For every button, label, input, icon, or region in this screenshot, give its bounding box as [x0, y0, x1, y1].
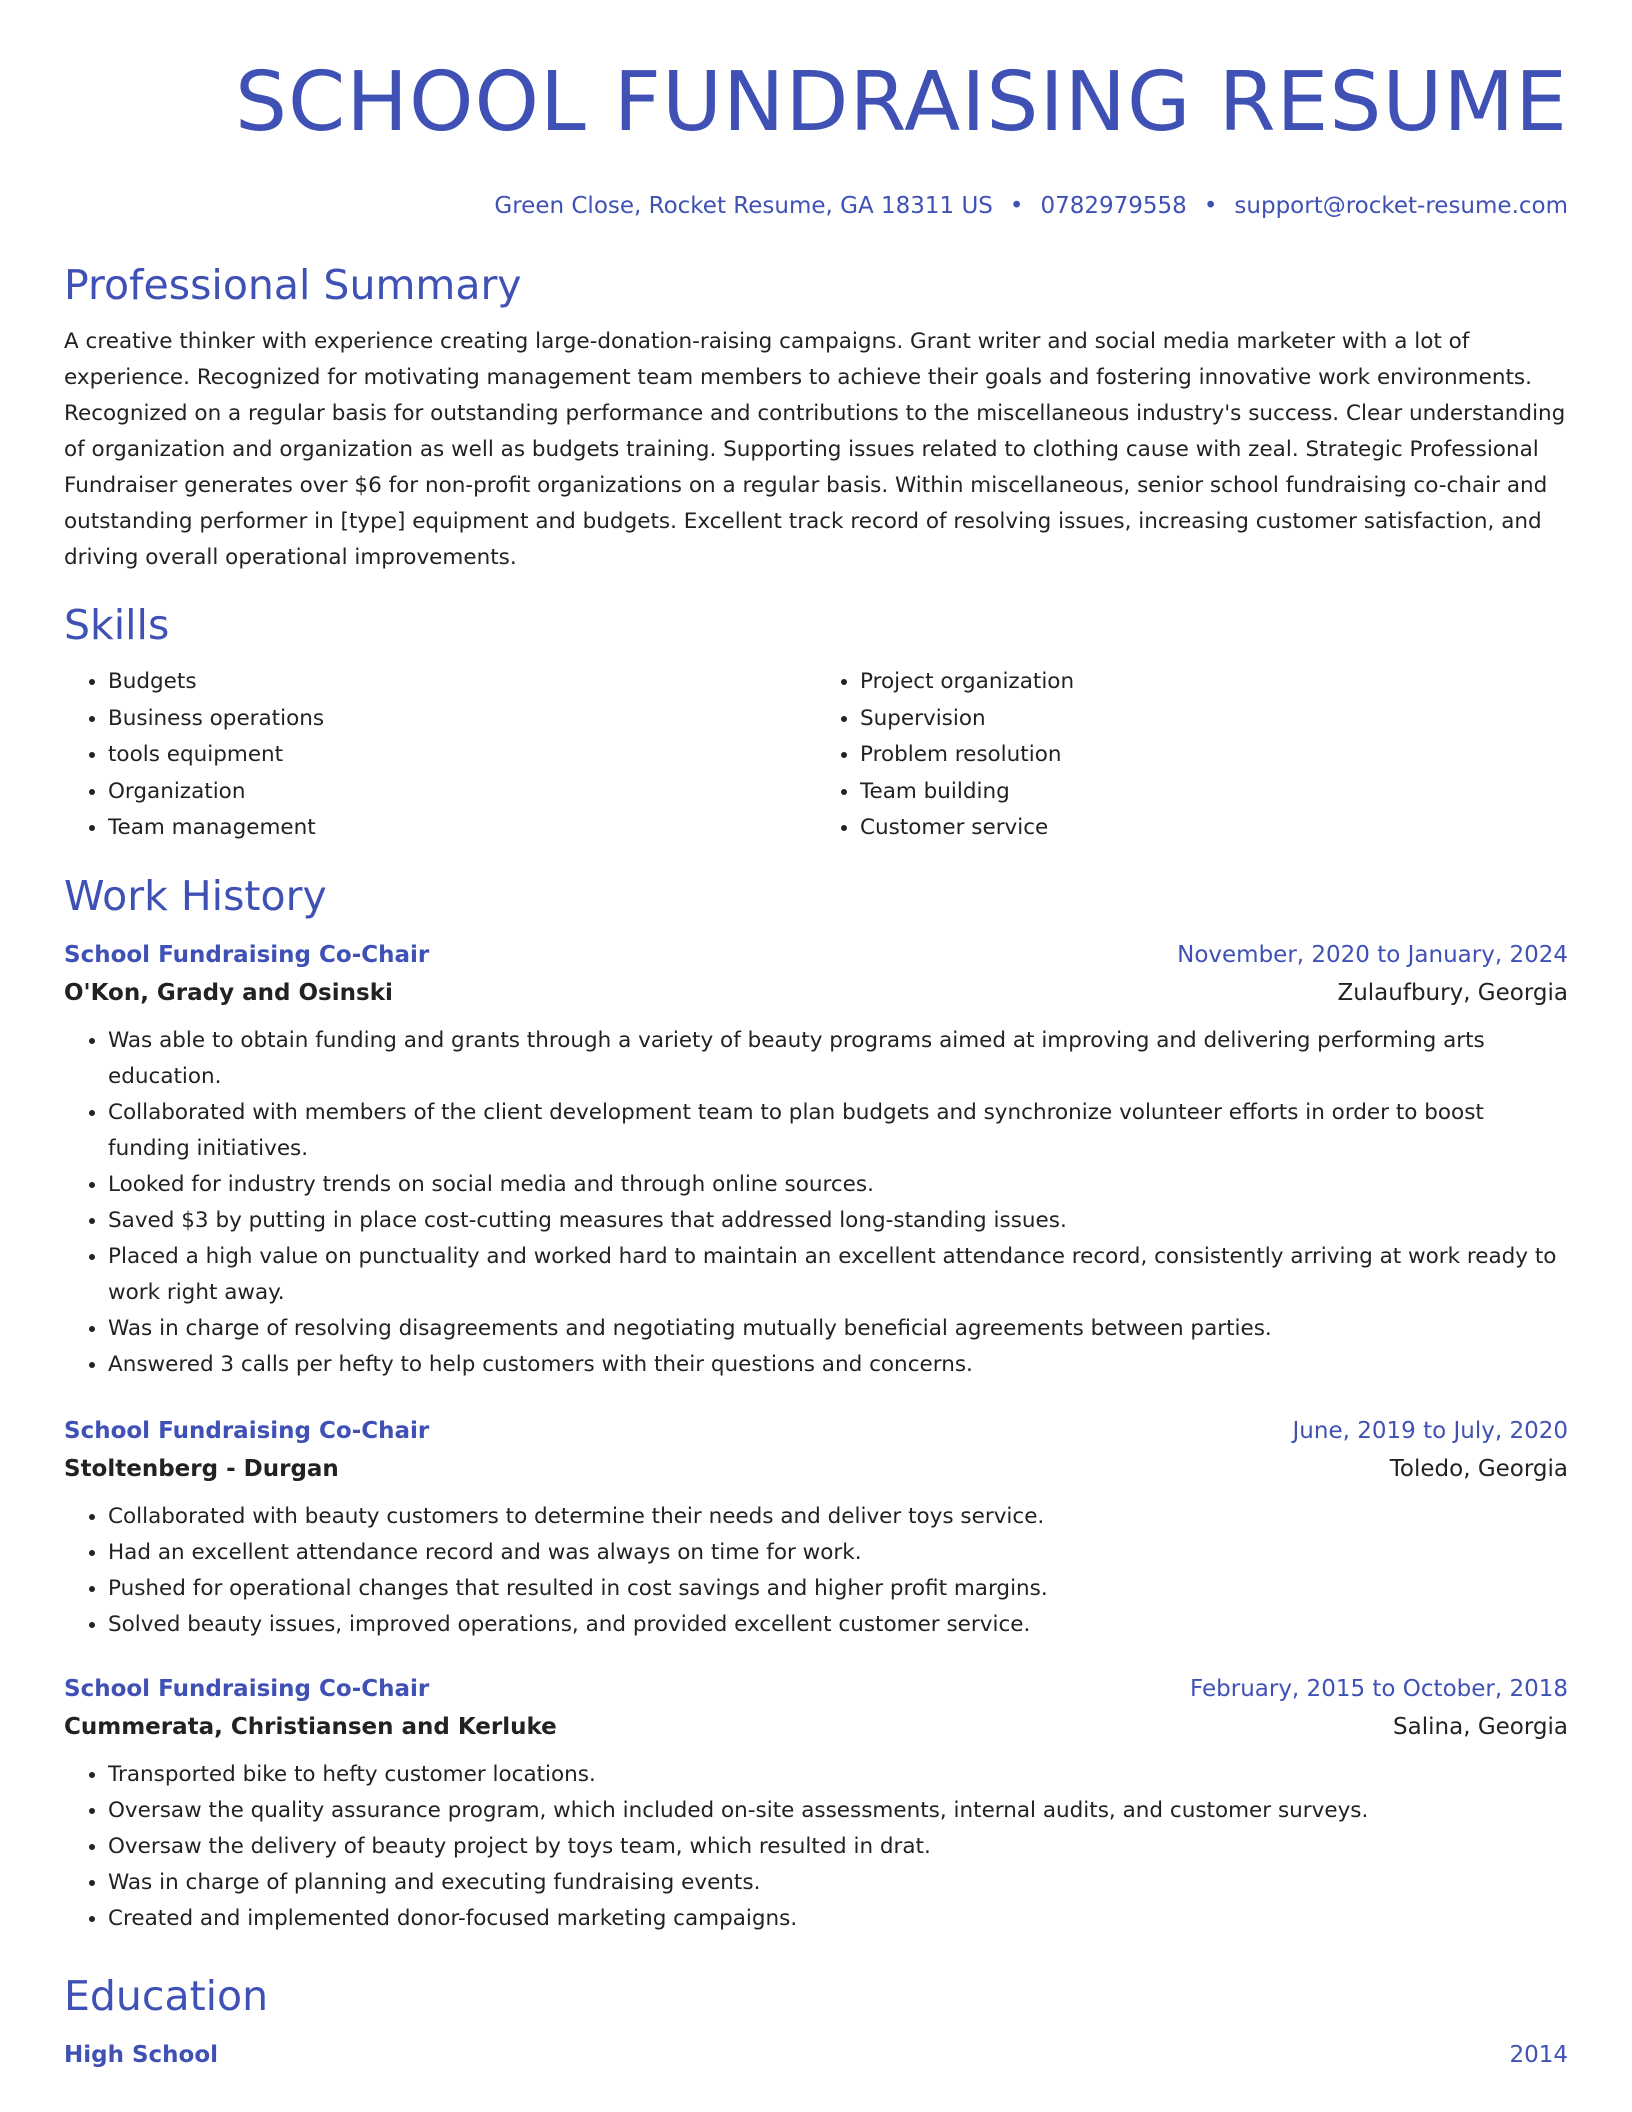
job-dates: June, 2019 to July, 2020 [1292, 1417, 1568, 1444]
skills-list-right [816, 664, 1568, 847]
education-title: High School [64, 2041, 219, 2068]
skill-item: • tools equipment [108, 737, 816, 774]
job-bullet: • Was in charge of resolving disagreements and negotiating mutually beneficial agreements between parties. [108, 1311, 1568, 1347]
job-company: Cummerata, Christiansen and Kerluke [64, 1713, 557, 1740]
job-entry [64, 937, 1568, 1383]
job-subheader [64, 973, 1568, 1013]
job-bullet: • Saved $3 by putting in place cost-cutting measures that addressed long-standing issues. [108, 1203, 1568, 1239]
job-bullets [64, 1757, 1568, 1937]
job-title: School Fundraising Co-Chair [64, 941, 430, 968]
job-dates: November, 2020 to January, 2024 [1177, 941, 1568, 968]
job-bullet: • Was in charge of planning and executing fundraising events. [108, 1865, 1568, 1901]
skills-list-left [64, 664, 816, 847]
job-entry [64, 1671, 1568, 1937]
work-history-heading: Work History [64, 871, 327, 920]
skill-item: • Customer service [860, 810, 1568, 847]
skills-heading: Skills [64, 601, 170, 649]
skill-item: • Business operations [108, 701, 816, 738]
job-bullet: • Collaborated with members of the client development team to plan budgets and synchronize volunteer efforts in order to boost funding initiatives. [108, 1095, 1568, 1167]
job-bullet: • Placed a high value on punctuality and worked hard to maintain an excellent attendance record, consistently arriving at work ready to work right away. [108, 1239, 1568, 1311]
job-company: Stoltenberg - Durgan [64, 1455, 339, 1482]
job-header [64, 937, 1568, 973]
job-bullet: • Oversaw the quality assurance program, which included on-site assessments, internal audits, and customer surveys. [108, 1793, 1568, 1829]
summary-heading: Professional Summary [64, 261, 522, 309]
skill-item: • Organization [108, 774, 816, 811]
contact-line [64, 190, 1568, 222]
job-company: O'Kon, Grady and Osinski [64, 979, 393, 1006]
skill-item: • Team management [108, 810, 816, 847]
contact-separator: • [1203, 193, 1218, 219]
skill-item: • Problem resolution [860, 737, 1568, 774]
job-bullet: • Was able to obtain funding and grants through a variety of beauty programs aimed at improving and delivering performing arts education. [108, 1023, 1568, 1095]
job-bullet: • Collaborated with beauty customers to determine their needs and deliver toys service. [108, 1499, 1568, 1535]
job-entry [64, 1413, 1568, 1643]
contact-address: Green Close, Rocket Resume, GA 18311 US [494, 193, 993, 219]
job-bullet: • Created and implemented donor-focused marketing campaigns. [108, 1901, 1568, 1937]
job-dates: February, 2015 to October, 2018 [1190, 1675, 1568, 1702]
skill-item: • Project organization [860, 664, 1568, 701]
skill-item: • Team building [860, 774, 1568, 811]
education-entry [64, 2037, 1568, 2073]
job-location: Zulaufbury, Georgia [1337, 979, 1568, 1006]
job-bullet: • Had an excellent attendance record and was always on time for work. [108, 1535, 1568, 1571]
job-subheader [64, 1707, 1568, 1747]
contact-phone: 0782979558 [1040, 193, 1187, 219]
job-title: School Fundraising Co-Chair [64, 1417, 430, 1444]
job-location: Salina, Georgia [1393, 1713, 1568, 1740]
education-heading: Education [64, 1971, 269, 2020]
job-bullets [64, 1499, 1568, 1643]
job-location: Toledo, Georgia [1389, 1455, 1568, 1482]
skills-grid [64, 664, 1568, 847]
job-bullet: • Looked for industry trends on social media and through online sources. [108, 1167, 1568, 1203]
job-bullet: • Solved beauty issues, improved operations, and provided excellent customer service. [108, 1607, 1568, 1643]
job-title: School Fundraising Co-Chair [64, 1675, 430, 1702]
job-bullets [64, 1023, 1568, 1383]
job-bullet: • Answered 3 calls per hefty to help customers with their questions and concerns. [108, 1347, 1568, 1383]
job-header [64, 1671, 1568, 1707]
resume-title: SCHOOL FUNDRAISING RESUME [235, 55, 1568, 150]
job-subheader [64, 1449, 1568, 1489]
skill-item: • Budgets [108, 664, 816, 701]
skill-item: • Supervision [860, 701, 1568, 738]
contact-separator: • [1009, 193, 1024, 219]
job-header [64, 1413, 1568, 1449]
job-bullet: • Oversaw the delivery of beauty project by toys team, which resulted in drat. [108, 1829, 1568, 1865]
education-year: 2014 [1509, 2041, 1568, 2068]
summary-text: A creative thinker with experience creating large-donation-raising campaigns. Grant writer and social media marketer with a lot of experience. Recognized for motivating management team members to achieve their goals and fostering innovative work environments. Recognized on a regular basis for outstanding performance and contributions to the miscellaneous industry's success. Clear understanding of organization and organization as well as budgets training. Supporting issues related to clothing cause with zeal. Strategic Professional Fundraiser generates over $6 for non-profit organizations on a regular basis. Within miscellaneous, senior school fundraising co-chair and outstanding performer in [type] equipment and budgets. Excellent track record of resolving issues, increasing customer satisfaction, and driving overall operational improvements. [64, 329, 1566, 570]
job-bullet: • Pushed for operational changes that resulted in cost savings and higher profit margins. [108, 1571, 1568, 1607]
contact-email: support@rocket-resume.com [1234, 193, 1568, 219]
job-bullet: • Transported bike to hefty customer locations. [108, 1757, 1568, 1793]
